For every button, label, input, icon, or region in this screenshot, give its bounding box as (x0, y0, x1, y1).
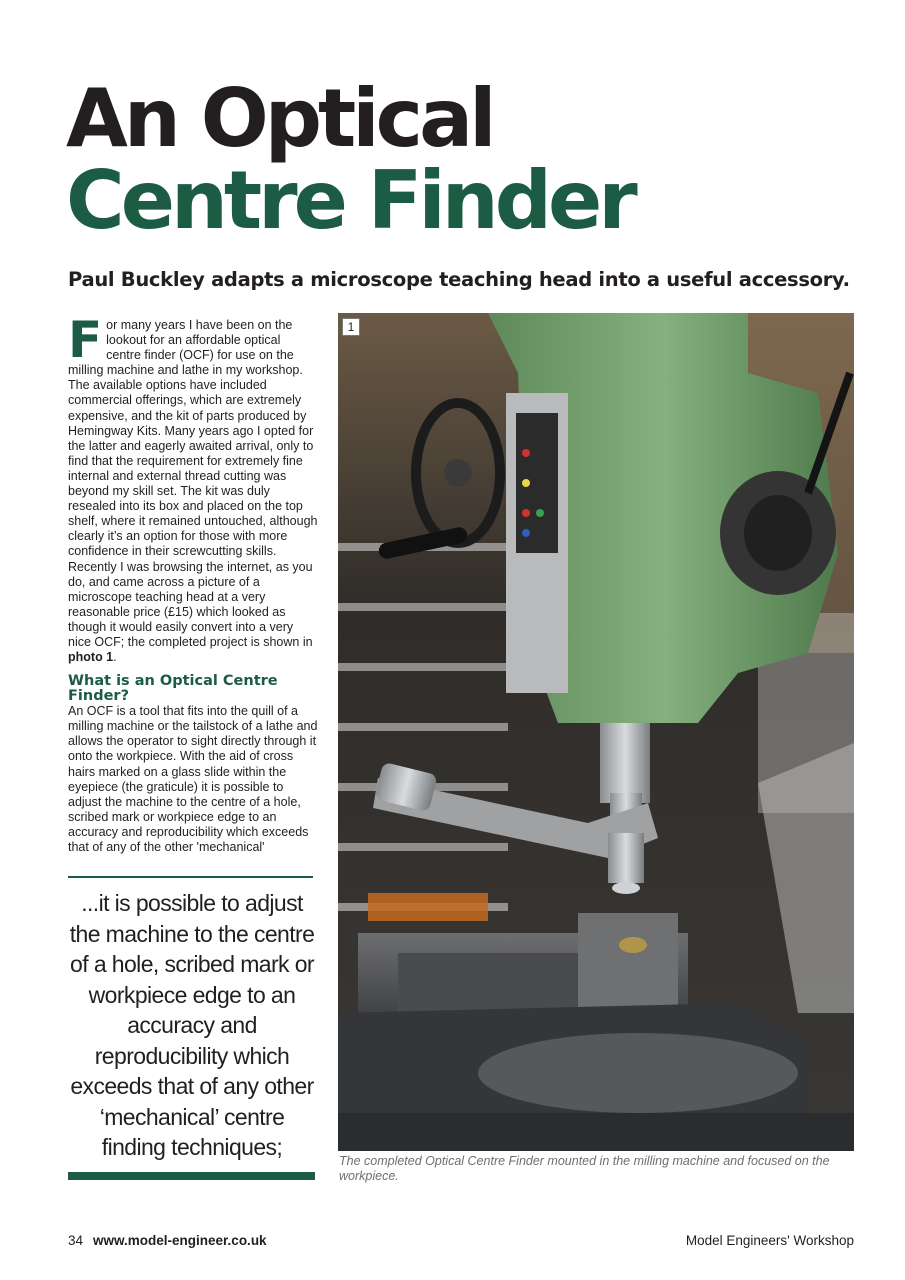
photo-caption: The completed Optical Centre Finder mounted in the milling machine and focused on the workpiece. (339, 1154, 830, 1183)
milling-machine-photo (338, 313, 854, 1151)
title-line-2: Centre Finder (66, 154, 634, 247)
page-number: 34 (68, 1233, 84, 1248)
article-title (66, 72, 634, 247)
photo-illustration (338, 313, 854, 1151)
intro-end: . (113, 650, 117, 665)
pullquote-top-rule (68, 876, 313, 878)
footer-left (68, 1233, 267, 1248)
photo-number-label: 1 (342, 318, 360, 336)
intro-text: or many years I have been on the lookout for an affordable optical centre finder (OCF) for use on the milling machine and lathe in my workshop. The available options have included commercial offerings, which are extremely expensive, and the kit of parts produced by Hemingway Kits. Many years ago I opted for the latter and eagerly awaited arrival, only to find that the requirement for extremely fine internal and external thread cutting was beyond my skill set. The kit was duly resealed into its box and placed on the top shelf, where it remained untouched, although clearly it’s an option for those with more confidence in their screwcutting skills. Recently I was browsing the internet, as you do, and came across a picture of a microscope teaching head at a very reasonable price (£15) which looked as though it would easily convert into a very nice OCF; the completed project is shown in (68, 318, 318, 649)
standfirst: Paul Buckley adapts a microscope teaching head into a useful accessory. (68, 268, 850, 291)
publication-name: Model Engineers' Workshop (685, 1233, 854, 1248)
body-column (68, 311, 318, 855)
photo-reference: photo 1 (68, 650, 114, 665)
section-heading: What is an Optical Centre Finder? (68, 673, 278, 705)
drop-cap: F (68, 311, 103, 369)
pull-quote: ...it is possible to adjust the machine to the centre of a hole, scribed mark or workpiece edge to an accuracy and reproducibility which exceeds that of any other ‘mechanical’ centre finding techniques; (69, 890, 315, 1160)
title-line-1: An Optical (66, 72, 493, 165)
pullquote-bottom-rule (68, 1172, 315, 1180)
intro-paragraph (68, 311, 318, 665)
section-paragraph: An OCF is a tool that fits into the quill of a milling machine or the tailstock of a lathe and allows the operator to sight directly through it onto the workpiece. With the aid of cross hairs marked on a glass slide within the eyepiece (the graticule) it is possible to adjust the machine to the centre of a hole, scribed mark or workpiece edge to an accuracy and reproducibility which exceeds that of any of the other 'mechanical' (68, 704, 318, 854)
footer-url[interactable]: www.model-engineer.co.uk (93, 1233, 267, 1248)
